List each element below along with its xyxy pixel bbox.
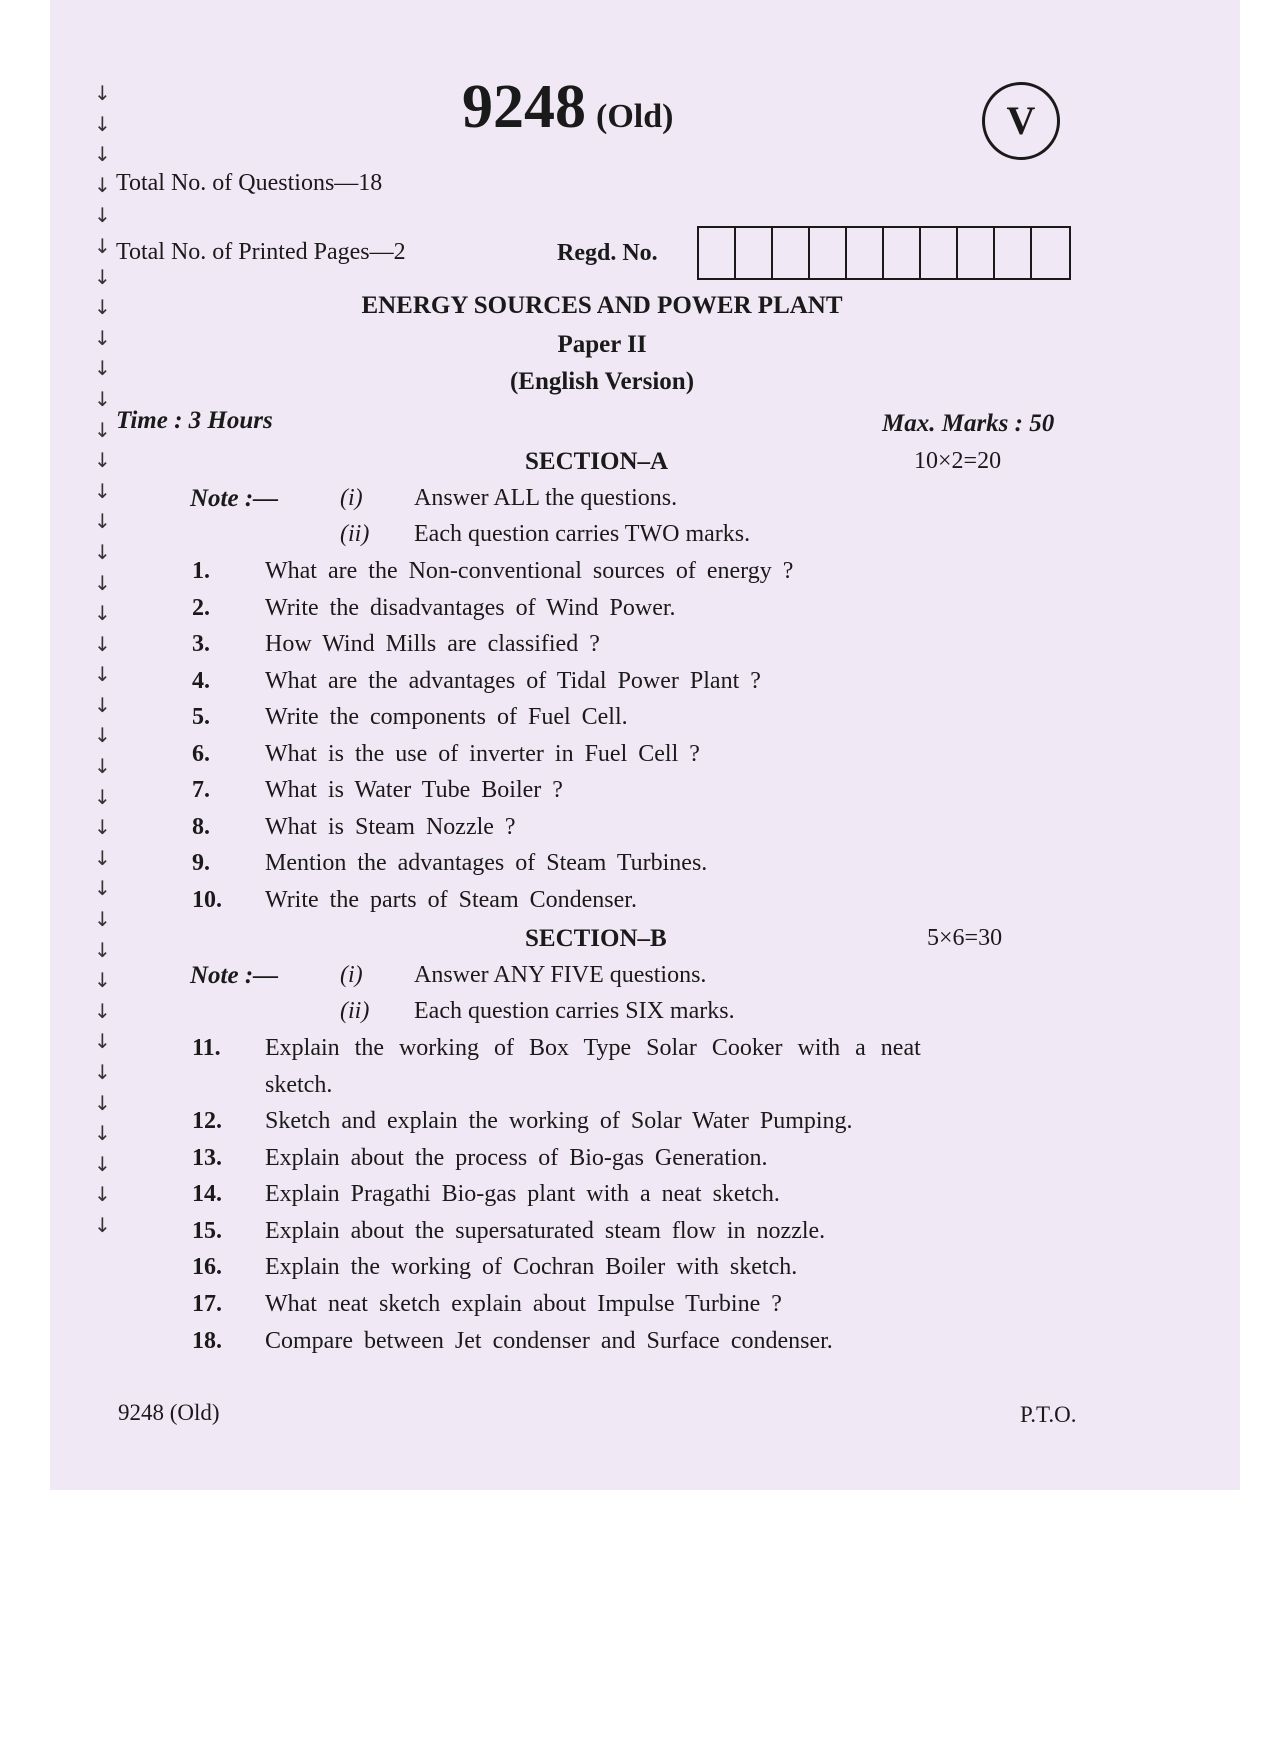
margin-arrow-icon: ↓ xyxy=(94,1029,111,1054)
question-number: 6. xyxy=(192,741,210,767)
paper-code-suffix: (Old) xyxy=(596,98,674,135)
question-number: 4. xyxy=(192,668,210,694)
margin-arrow-icon: ↓ xyxy=(94,631,111,656)
margin-arrow-icon: ↓ xyxy=(94,937,111,962)
regd-number-boxes[interactable] xyxy=(697,226,1071,280)
note-text: Answer ALL the questions. xyxy=(414,485,678,511)
margin-arrow-icon: ↓ xyxy=(94,1151,111,1176)
margin-arrow-icon: ↓ xyxy=(94,754,111,779)
regd-box[interactable] xyxy=(921,228,958,278)
version-badge: V xyxy=(982,82,1060,160)
question-number: 16. xyxy=(192,1254,222,1280)
total-pages: Total No. of Printed Pages—2 xyxy=(116,239,406,265)
paper-code: 9248 (Old) xyxy=(462,73,674,141)
margin-arrow-icon: ↓ xyxy=(94,876,111,901)
question-text: Write the disadvantages of Wind Power. xyxy=(265,595,676,621)
margin-arrow-icon: ↓ xyxy=(94,815,111,840)
version-label: (English Version) xyxy=(509,368,695,395)
margin-arrow-icon: ↓ xyxy=(94,692,111,717)
question-text: How Wind Mills are classified ? xyxy=(265,631,600,657)
regd-box[interactable] xyxy=(810,228,847,278)
question-number: 9. xyxy=(192,850,210,876)
question-number: 18. xyxy=(192,1328,222,1354)
total-questions: Total No. of Questions—18 xyxy=(116,170,383,196)
question-text: What is the use of inverter in Fuel Cell ? xyxy=(265,741,700,767)
question-number: 11. xyxy=(192,1035,221,1061)
note-text: Each question carries TWO marks. xyxy=(414,521,751,547)
section-a-marks: 10×2=20 xyxy=(914,448,1002,474)
note-number: (ii) xyxy=(340,521,370,547)
question-number: 14. xyxy=(192,1181,222,1207)
margin-arrow-icon: ↓ xyxy=(94,142,111,167)
question-number: 5. xyxy=(192,704,210,730)
regd-box[interactable] xyxy=(1032,228,1069,278)
section-b-note-label: Note :— xyxy=(190,962,279,989)
question-text: What is Steam Nozzle ? xyxy=(265,814,516,840)
question-number: 13. xyxy=(192,1145,222,1171)
question-text-continued: sketch. xyxy=(265,1072,333,1098)
question-text: Explain the working of Box Type Solar Cooker with a neat xyxy=(265,1035,921,1061)
question-text: Mention the advantages of Steam Turbines. xyxy=(265,850,708,876)
regd-label: Regd. No. xyxy=(557,240,658,266)
subject-title: ENERGY SOURCES AND POWER PLANT xyxy=(361,292,843,319)
margin-arrow-icon: ↓ xyxy=(94,478,111,503)
question-text: Explain about the process of Bio-gas Generation. xyxy=(265,1145,768,1171)
margin-arrow-icon: ↓ xyxy=(94,81,111,105)
question-number: 1. xyxy=(192,558,210,584)
margin-arrow-icon: ↓ xyxy=(94,509,111,534)
question-number: 10. xyxy=(192,887,222,913)
question-text: What neat sketch explain about Impulse Turbine ? xyxy=(265,1291,782,1317)
question-text: What is Water Tube Boiler ? xyxy=(265,777,563,803)
regd-box[interactable] xyxy=(773,228,810,278)
question-number: 7. xyxy=(192,777,210,803)
margin-arrow-icon: ↓ xyxy=(94,111,111,136)
question-number: 2. xyxy=(192,595,210,621)
margin-arrow-icon: ↓ xyxy=(94,356,111,381)
question-number: 8. xyxy=(192,814,210,840)
note-number: (i) xyxy=(340,962,363,988)
regd-box[interactable] xyxy=(995,228,1032,278)
margin-arrow-icon: ↓ xyxy=(94,662,111,687)
regd-box[interactable] xyxy=(847,228,884,278)
margin-arrow-icon: ↓ xyxy=(94,295,111,320)
margin-arrow-icon: ↓ xyxy=(94,172,111,197)
margin-arrow-icon: ↓ xyxy=(94,1212,111,1237)
footer-code: 9248 (Old) xyxy=(118,1400,220,1425)
regd-box[interactable] xyxy=(699,228,736,278)
margin-arrow-icon: ↓ xyxy=(94,386,111,411)
regd-box[interactable] xyxy=(736,228,773,278)
margin-arrow-icon: ↓ xyxy=(94,570,111,595)
margin-arrow-icon: ↓ xyxy=(94,1090,111,1115)
note-number: (ii) xyxy=(340,998,370,1024)
question-number: 15. xyxy=(192,1218,222,1244)
margin-arrow-icon: ↓ xyxy=(94,907,111,932)
note-text: Each question carries SIX marks. xyxy=(414,998,735,1024)
margin-arrow-icon: ↓ xyxy=(94,784,111,809)
section-a-note-label: Note :— xyxy=(190,485,279,512)
section-b-marks: 5×6=30 xyxy=(927,925,1003,951)
margin-arrow-icon: ↓ xyxy=(94,1121,111,1146)
margin-arrow-icon: ↓ xyxy=(94,264,111,289)
question-text: What are the advantages of Tidal Power Plant ? xyxy=(265,668,761,694)
note-number: (i) xyxy=(340,485,363,511)
margin-arrow-icon: ↓ xyxy=(94,448,111,473)
margin-arrow-icon: ↓ xyxy=(94,601,111,626)
paper-number: Paper II xyxy=(557,331,647,358)
section-b-title: SECTION–B xyxy=(525,925,667,952)
regd-box[interactable] xyxy=(884,228,921,278)
max-marks: Max. Marks : 50 xyxy=(882,410,1055,437)
note-text: Answer ANY FIVE questions. xyxy=(414,962,707,988)
margin-arrow-icon: ↓ xyxy=(94,968,111,993)
margin-arrow-icon: ↓ xyxy=(94,1060,111,1084)
question-number: 3. xyxy=(192,631,210,657)
section-a-title: SECTION–A xyxy=(525,448,669,475)
margin-arrow-icon: ↓ xyxy=(94,723,111,748)
question-text: Explain Pragathi Bio-gas plant with a neat sketch. xyxy=(265,1181,780,1207)
margin-arrow-icon: ↓ xyxy=(94,998,111,1023)
margin-arrow-icon: ↓ xyxy=(94,539,111,564)
margin-arrows xyxy=(94,78,116,1241)
footer-pto: P.T.O. xyxy=(1020,1402,1077,1427)
question-text: Explain the working of Cochran Boiler with sketch. xyxy=(265,1254,798,1280)
question-text: What are the Non-conventional sources of energy ? xyxy=(265,558,794,584)
question-number: 17. xyxy=(192,1291,222,1317)
margin-arrow-icon: ↓ xyxy=(94,417,111,442)
question-text: Explain about the supersaturated steam flow in nozzle. xyxy=(265,1218,826,1244)
question-number: 12. xyxy=(192,1108,222,1134)
regd-box[interactable] xyxy=(958,228,995,278)
margin-arrow-icon: ↓ xyxy=(94,1182,111,1207)
margin-arrow-icon: ↓ xyxy=(94,233,111,258)
question-text: Write the parts of Steam Condenser. xyxy=(265,887,637,913)
question-text: Sketch and explain the working of Solar Water Pumping. xyxy=(265,1108,853,1134)
question-text: Compare between Jet condenser and Surface condenser. xyxy=(265,1328,833,1354)
exam-time: Time : 3 Hours xyxy=(116,407,273,434)
question-text: Write the components of Fuel Cell. xyxy=(265,704,628,730)
margin-arrow-icon: ↓ xyxy=(94,203,111,228)
margin-arrow-icon: ↓ xyxy=(94,845,111,870)
margin-arrow-icon: ↓ xyxy=(94,325,111,350)
